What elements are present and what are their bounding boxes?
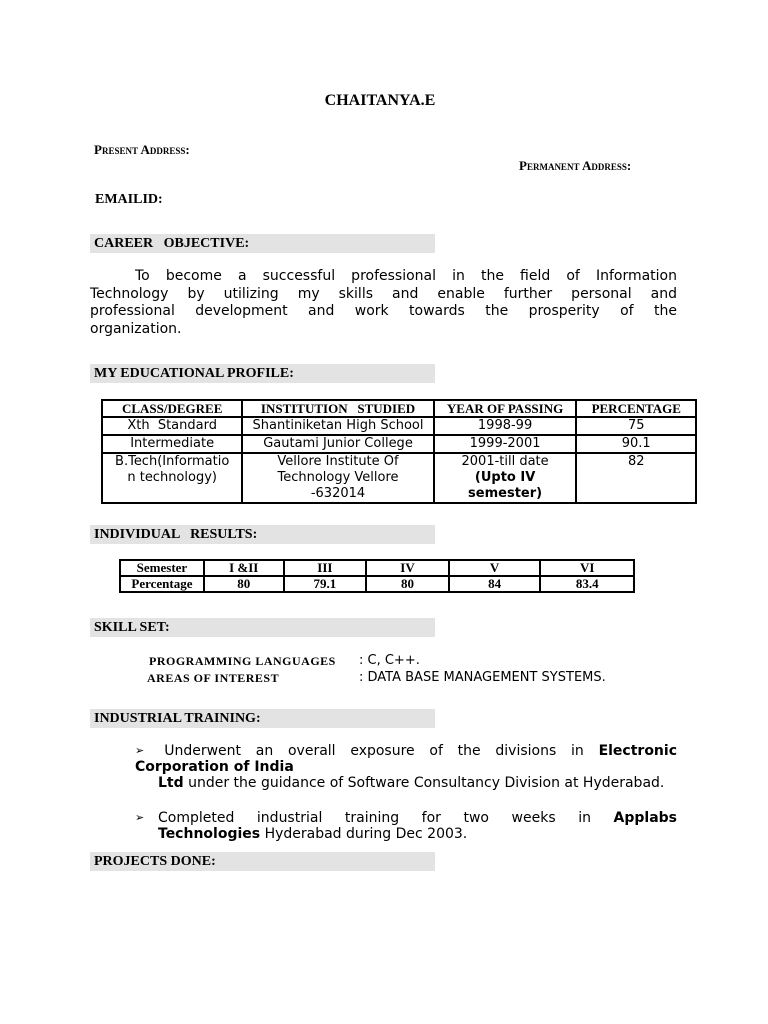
table-row bbox=[102, 435, 696, 453]
percentage-cell: 75 bbox=[576, 417, 696, 435]
year-cell: 1998-99 bbox=[434, 417, 577, 435]
training-text: Underwent an overall exposure of the divisions in bbox=[164, 743, 584, 759]
skills-heading: SKILL SET: bbox=[90, 618, 435, 637]
degree-cell: Xth Standard bbox=[102, 417, 242, 435]
year-cell: 1999-2001 bbox=[434, 435, 577, 453]
training-text: under the guidance of Software Consultancy Division at Hyderabad. bbox=[188, 775, 665, 791]
email-label: EMAILID: bbox=[95, 192, 163, 207]
table-header-row bbox=[102, 400, 696, 417]
training-text: Hyderabad during Dec 2003. bbox=[264, 826, 468, 842]
programming-value: : C, C++. bbox=[359, 653, 420, 668]
results-table bbox=[119, 559, 635, 593]
semester-row bbox=[120, 560, 634, 576]
programming-label: PROGRAMMING LANGUAGES bbox=[149, 654, 336, 668]
permanent-address-label: Permanent Address: bbox=[519, 158, 632, 173]
education-table bbox=[101, 399, 697, 504]
column-header: INSTITUTION STUDIED bbox=[242, 400, 433, 417]
percentage-cell: 79.1 bbox=[284, 576, 367, 592]
training-heading: INDUSTRIAL TRAINING: bbox=[90, 709, 435, 728]
semester-cell: I &II bbox=[204, 560, 284, 576]
training-company: Applabs bbox=[613, 810, 678, 826]
table-row bbox=[102, 453, 696, 503]
training-bullet bbox=[135, 810, 677, 842]
institution-cell: Gautami Junior College bbox=[242, 435, 433, 453]
institution-cell: Shantiniketan High School bbox=[242, 417, 433, 435]
percentage-cell: 80 bbox=[366, 576, 449, 592]
objective-line: Technology by utilizing my skills and enable further personal and bbox=[90, 285, 677, 302]
candidate-name: CHAITANYA.E bbox=[324, 92, 436, 109]
interest-value: : DATA BASE MANAGEMENT SYSTEMS. bbox=[359, 670, 606, 685]
percentage-cell: 84 bbox=[449, 576, 541, 592]
training-company: Ltd bbox=[158, 775, 184, 791]
degree-cell: Intermediate bbox=[102, 435, 242, 453]
year-note: (Upto IV semester) bbox=[468, 470, 543, 501]
present-address-label: Present Address: bbox=[94, 142, 190, 157]
training-company: Corporation of India bbox=[135, 759, 294, 775]
percentage-label: Percentage bbox=[120, 576, 204, 592]
percentage-cell: 90.1 bbox=[576, 435, 696, 453]
results-heading: INDIVIDUAL RESULTS: bbox=[90, 525, 435, 544]
degree-cell: B.Tech(Informatio n technology) bbox=[102, 453, 242, 503]
semester-cell: III bbox=[284, 560, 367, 576]
career-objective-heading: CAREER OBJECTIVE: bbox=[90, 234, 435, 253]
projects-heading: PROJECTS DONE: bbox=[90, 852, 435, 871]
column-header: CLASS/DEGREE bbox=[102, 400, 242, 417]
semester-cell: IV bbox=[366, 560, 449, 576]
arrow-bullet-icon: ➢ bbox=[135, 744, 145, 757]
objective-line: professional development and work towards the prosperity of the bbox=[90, 303, 677, 319]
training-bullet bbox=[135, 743, 677, 791]
semester-cell: VI bbox=[540, 560, 634, 576]
objective-line: To become a successful professional in the field of Information bbox=[135, 268, 677, 284]
percentage-cell: 83.4 bbox=[540, 576, 634, 592]
career-objective-text bbox=[90, 268, 677, 338]
table-row bbox=[102, 417, 696, 435]
training-company: Technologies bbox=[158, 826, 261, 842]
objective-line: organization. bbox=[90, 320, 182, 337]
institution-cell: Vellore Institute Of Technology Vellore -632014 bbox=[242, 453, 433, 503]
percentage-cell: 80 bbox=[204, 576, 284, 592]
year-cell bbox=[434, 453, 577, 503]
percentage-row bbox=[120, 576, 634, 592]
arrow-bullet-icon: ➢ bbox=[135, 811, 145, 824]
column-header: PERCENTAGE bbox=[576, 400, 696, 417]
percentage-cell: 82 bbox=[576, 453, 696, 503]
training-company: Electronic bbox=[598, 743, 677, 759]
column-header: YEAR OF PASSING bbox=[434, 400, 577, 417]
interest-label: AREAS OF INTEREST bbox=[147, 671, 280, 685]
education-heading: MY EDUCATIONAL PROFILE: bbox=[90, 364, 435, 383]
semester-cell: V bbox=[449, 560, 541, 576]
semester-label: Semester bbox=[120, 560, 204, 576]
training-text: Completed industrial training for two weeks in bbox=[158, 810, 591, 826]
year-value: 2001-till date bbox=[461, 454, 549, 469]
